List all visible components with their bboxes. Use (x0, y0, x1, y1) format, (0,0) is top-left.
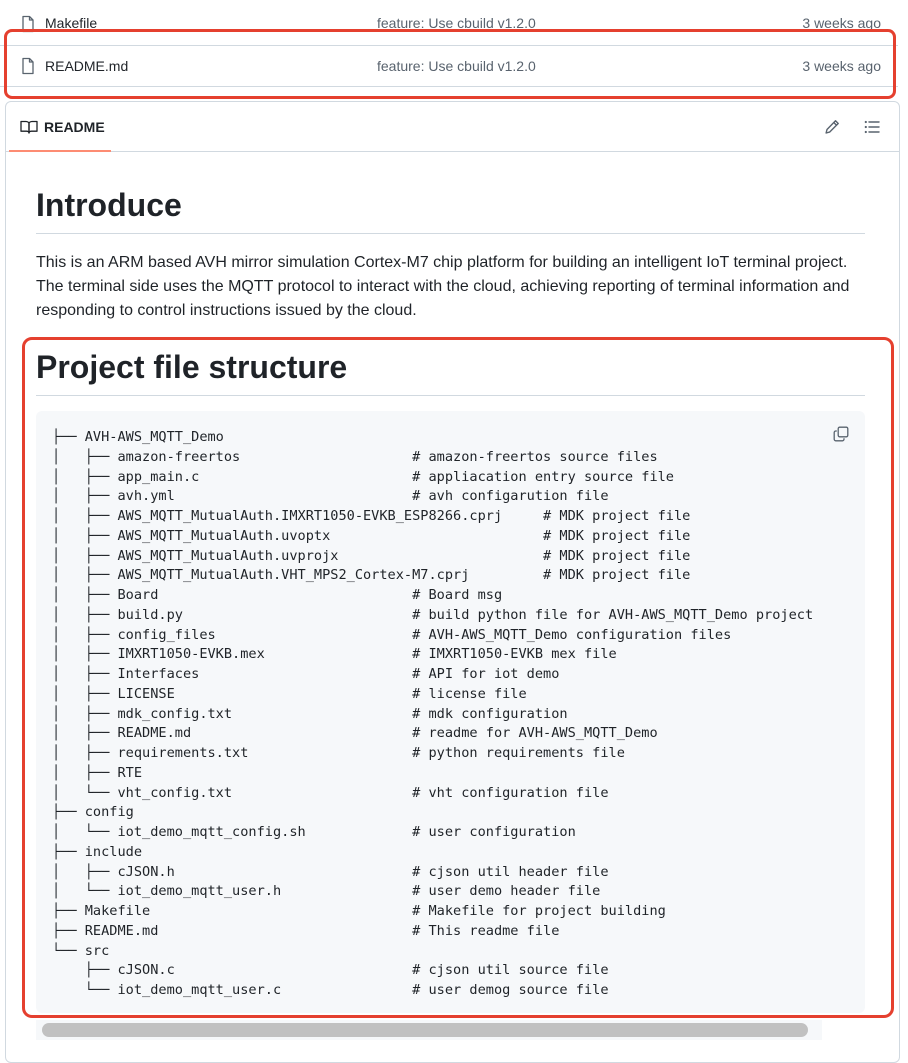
horizontal-scrollbar[interactable] (36, 1020, 822, 1040)
file-row-makefile[interactable] (0, 4, 898, 42)
file-icon (20, 57, 36, 75)
pencil-icon[interactable] (824, 119, 840, 135)
heading-divider (36, 233, 865, 234)
intro-heading: Introduce (36, 187, 182, 223)
structure-heading: Project file structure (36, 349, 348, 385)
intro-paragraph: This is an ARM based AVH mirror simulation Cortex-M7 chip platform for building an intelligent IoT terminal project. The terminal side uses the MQTT protocol to interact with the cloud, achieving reporting of terminal information and responding to control instructions issued by the cloud. (36, 254, 850, 319)
book-icon (20, 120, 38, 134)
list-unordered-icon[interactable] (864, 120, 880, 134)
file-name-link[interactable]: Makefile (45, 15, 98, 31)
file-row-readme[interactable] (0, 45, 898, 87)
commit-message-link[interactable]: feature: Use cbuild v1.2.0 (377, 15, 536, 31)
commit-date: 3 weeks ago (802, 58, 881, 74)
readme-header (6, 102, 899, 152)
code-block (36, 411, 865, 1013)
file-tree-code: ├── AVH-AWS_MQTT_Demo │ ├── amazon-freertos # amazon-freertos source files │ ├── app_main.c # appliacation entry source file │ ├── avh.yml # avh configarution file │ ├── AWS_MQTT_MutualAuth.IMXRT1050-EVKB_ESP8266.cprj # MDK project file │ ├── AWS_MQTT_MutualAuth.uvoptx # MDK project file │ ├── AWS_MQTT_MutualAuth.uvprojx # MDK project file │ ├── AWS_MQTT_MutualAuth.VHT_MPS2_Cortex-M7.cprj # MDK project file │ ├── Board # Board msg │ ├── build.py # build python file for AVH-AWS_MQTT_Demo project │ ├── config_files # AVH-AWS_MQTT_Demo configuration files │ ├── IMXRT1050-EVKB.mex # IMXRT1050-EVKB mex file │ ├── Interfaces # API for iot demo │ ├── LICENSE # license file │ ├── mdk_config.txt # mdk configuration │ ├── README.md # readme for AVH-AWS_MQTT_Demo │ ├── requirements.txt # python requirements file │ ├── RTE │ └── vht_config.txt # vht configuration file ├── config │ └── iot_demo_mqtt_config.sh # user configuration ├── include │ ├── cJSON.h # cjson util header file │ └── iot_demo_mqtt_user.h # user demo header file ├── Makefile # Makefile for project building ├── README.md # This readme file └── src ├── cJSON.c # cjson util source file └── iot_demo_mqtt_user.c # user demog source file (52, 429, 814, 998)
scrollbar-thumb[interactable] (42, 1023, 808, 1037)
heading-divider (36, 395, 865, 396)
file-icon (20, 15, 36, 33)
commit-message-link[interactable]: feature: Use cbuild v1.2.0 (377, 58, 536, 74)
readme-tab-label: README (44, 119, 105, 135)
file-name-link[interactable]: README.md (45, 58, 129, 74)
copy-icon[interactable] (833, 426, 849, 442)
readme-tab[interactable] (9, 102, 111, 152)
commit-date: 3 weeks ago (802, 15, 881, 31)
